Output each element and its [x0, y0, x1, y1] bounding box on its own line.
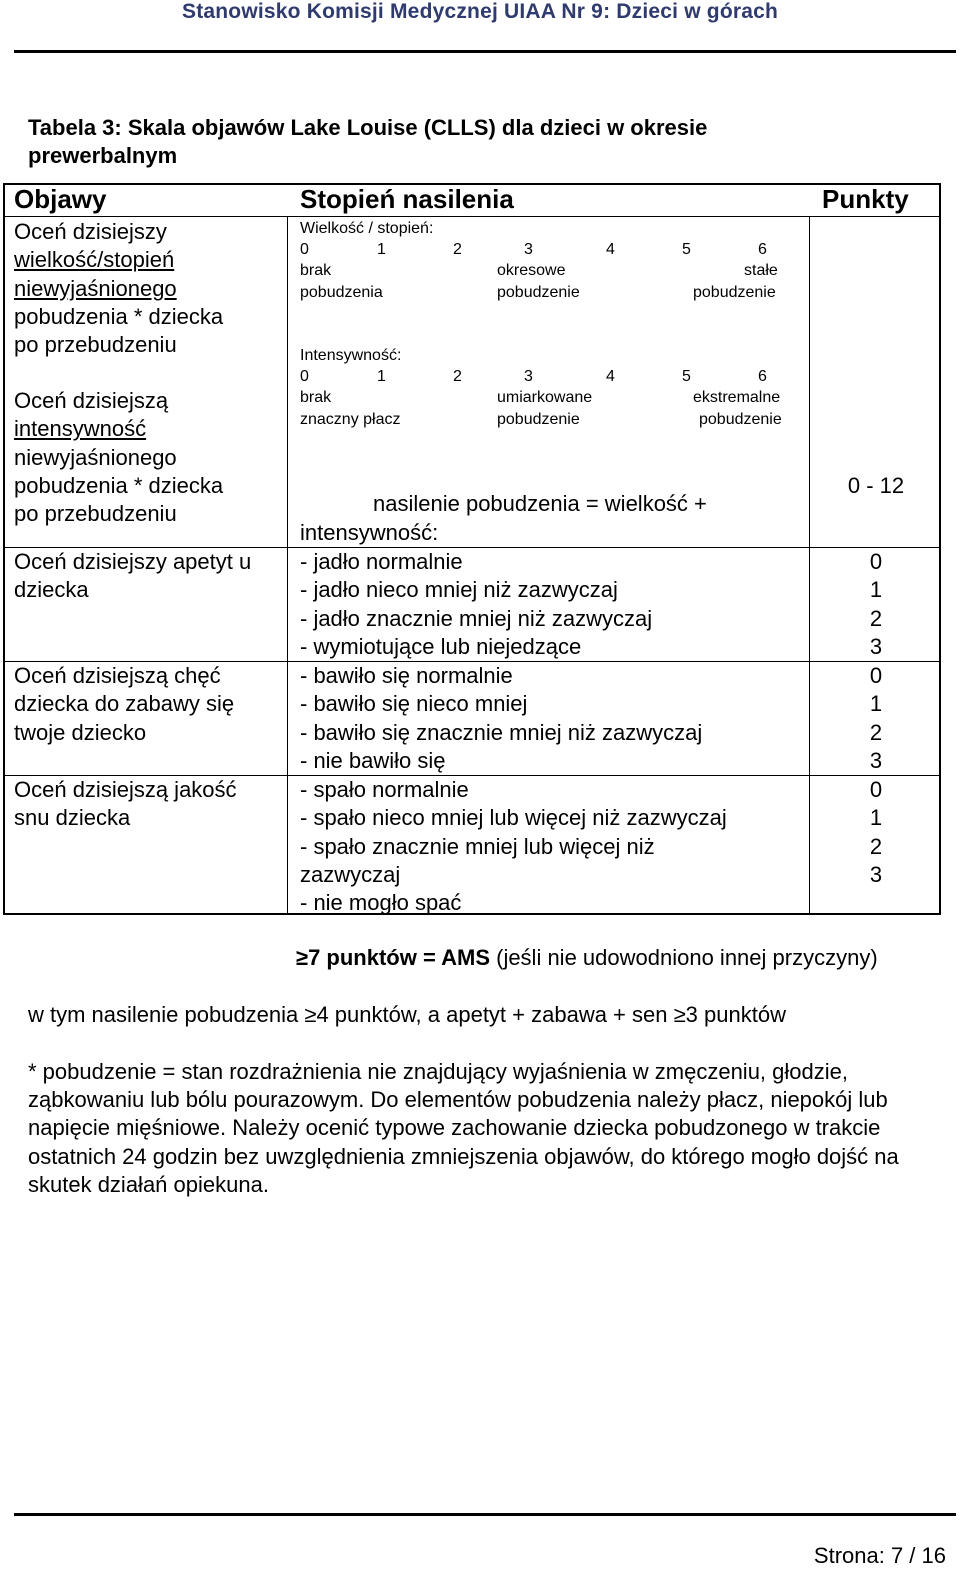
scale-desc: brak: [300, 389, 332, 407]
point-value: 2: [869, 833, 883, 859]
scale-desc: pobudzenie: [497, 410, 580, 428]
scale-desc: brak: [300, 262, 332, 280]
ams-threshold-bold: ≥7 punktów = AMS: [296, 945, 490, 970]
header-rule: [14, 50, 956, 53]
symptom-line: Oceń dzisiejszy apetyt u: [14, 549, 252, 574]
scale-desc: znaczny płacz: [300, 410, 401, 428]
size-scale-block: [300, 218, 800, 303]
scale-value: 6: [758, 368, 767, 386]
table-border-left: [3, 183, 5, 915]
symptom-cell-intensity: [14, 387, 223, 528]
point-value: 2: [869, 605, 883, 631]
symptom-line: snu dziecka: [14, 805, 131, 831]
points-range: 0 - 12: [847, 473, 905, 498]
symptom-cell-size: [14, 218, 223, 359]
scale-value: 2: [453, 241, 462, 259]
table-caption: Tabela 3: Skala objawów Lake Louise (CLLS) dla dzieci w okresie prewerbalnym: [28, 115, 708, 168]
play-points: [810, 662, 942, 775]
scale-value: 6: [758, 241, 767, 259]
scale-value: 4: [606, 368, 615, 386]
intensity-scale-block: [300, 345, 800, 430]
point-value: 0: [869, 777, 883, 802]
option-line: - wymiotujące lub niejedzące: [300, 633, 582, 659]
symptom-line: po przebudzeniu: [14, 332, 177, 358]
symptom-line: pobudzenia * dziecka: [14, 303, 224, 329]
point-value: 0: [869, 549, 883, 574]
option-line: - bawiło się znacznie mniej niż zazwyczaj: [300, 719, 703, 745]
option-line: - jadło normalnie: [300, 549, 463, 574]
scale-desc: pobudzenie: [699, 410, 782, 428]
point-value: 1: [869, 805, 883, 831]
appetite-points: [810, 548, 942, 661]
symptom-line: dziecka: [14, 577, 89, 603]
point-value: 3: [869, 747, 883, 773]
intensity-scale-label: Intensywność:: [300, 347, 402, 364]
option-line: - jadło znacznie mniej niż zazwyczaj: [300, 605, 653, 631]
formula-line-1: nasilenie pobudzenia = wielkość +: [373, 491, 707, 516]
scale-value: 5: [682, 241, 691, 259]
ams-threshold-note: (jeśli nie udowodniono innej przyczyny): [490, 945, 878, 970]
footnote: * pobudzenie = stan rozdrażnienia nie znajdujący wyjaśnienia w zmęczeniu, głodzie, ząbkowaniu lub bólu pourazowym. Do elementów pobudzenia należy płacz, niepokój lub napięcie mięśniowe. Należy ocenić typowe zachowanie dziecka pobudzonego w trakcie ostatnich 24 godzin bez uwzględnienia zmniejszenia objawów, do którego mogło dojść na skutek działań opiekuna.: [28, 1059, 899, 1197]
scale-value: 0: [300, 368, 309, 386]
scale-value: 1: [377, 368, 386, 386]
appetite-options: [300, 548, 652, 661]
column-header-stopien: Stopień nasilenia: [300, 184, 514, 214]
scale-desc: stałe: [744, 262, 778, 280]
scale-desc: umiarkowane: [497, 389, 593, 407]
scale-desc: pobudzenia: [300, 283, 383, 301]
header-row-divider: [3, 216, 941, 217]
size-scale-label: Wielkość / stopień:: [300, 220, 434, 237]
scale-value: 2: [453, 368, 462, 386]
point-value: 1: [869, 691, 883, 717]
play-options: [300, 662, 702, 775]
footer-rule: [14, 1513, 956, 1516]
symptom-line: Oceń dzisiejszy: [14, 219, 167, 244]
option-line: - spało nieco mniej lub więcej niż zazwyczaj: [300, 805, 727, 831]
symptom-cell-play: [14, 662, 234, 747]
scale-value: 4: [606, 241, 615, 259]
scale-value: 3: [524, 241, 533, 259]
threshold-conditions: w tym nasilenie pobudzenia ≥4 punktów, a apetyt + zabawa + sen ≥3 punktów: [28, 1002, 786, 1027]
symptom-line: niewyjaśnionego: [14, 444, 177, 470]
option-line: zazwyczaj: [300, 861, 401, 887]
point-value: 3: [869, 861, 883, 887]
formula-line-2: intensywność:: [300, 520, 439, 545]
option-line: - nie mogło spać: [300, 890, 462, 916]
symptom-line: Oceń dzisiejszą jakość: [14, 777, 237, 802]
scale-value: 1: [377, 241, 386, 259]
document-header-title: Stanowisko Komisji Medycznej UIAA Nr 9: Dzieci w górach: [181, 0, 779, 23]
option-line: - bawiło się normalnie: [300, 663, 513, 688]
symptom-line: Oceń dzisiejszą: [14, 388, 169, 413]
point-value: 0: [869, 663, 883, 688]
symptom-line: dziecka do zabawy się: [14, 691, 235, 717]
column-header-punkty: Punkty: [822, 184, 909, 214]
ams-threshold: [296, 945, 878, 971]
option-line: - spało normalnie: [300, 777, 469, 802]
scale-desc: pobudzenie: [693, 283, 776, 301]
symptom-line: po przebudzeniu: [14, 501, 177, 527]
scale-value: 0: [300, 241, 309, 259]
sleep-options: [300, 776, 727, 917]
scale-value: 3: [524, 368, 533, 386]
sleep-points: [810, 776, 942, 889]
point-value: 1: [869, 577, 883, 603]
scale-desc: pobudzenie: [497, 283, 580, 301]
column-header-objawy: Objawy: [14, 184, 107, 214]
symptom-line: niewyjaśnionego: [14, 275, 177, 301]
page-number: Strona: 7 / 16: [813, 1543, 946, 1568]
option-line: - jadło nieco mniej niż zazwyczaj: [300, 577, 618, 603]
scale-desc: ekstremalne: [693, 389, 781, 407]
symptom-cell-sleep: [14, 776, 237, 833]
point-value: 3: [869, 633, 883, 659]
scale-desc: okresowe: [497, 262, 566, 280]
option-line: - spało znacznie mniej lub więcej niż: [300, 833, 655, 859]
option-line: - bawiło się nieco mniej: [300, 691, 528, 717]
symptom-line: wielkość/stopień: [14, 247, 175, 273]
symptom-line: Oceń dzisiejszą chęć: [14, 663, 221, 688]
column-divider-1: [287, 216, 288, 913]
symptom-line: pobudzenia * dziecka: [14, 472, 224, 498]
point-value: 2: [869, 719, 883, 745]
symptom-line: intensywność: [14, 416, 147, 442]
symptom-cell-appetite: [14, 548, 251, 605]
scale-value: 5: [682, 368, 691, 386]
symptom-line: twoje dziecko: [14, 719, 147, 745]
option-line: - nie bawiło się: [300, 747, 446, 773]
